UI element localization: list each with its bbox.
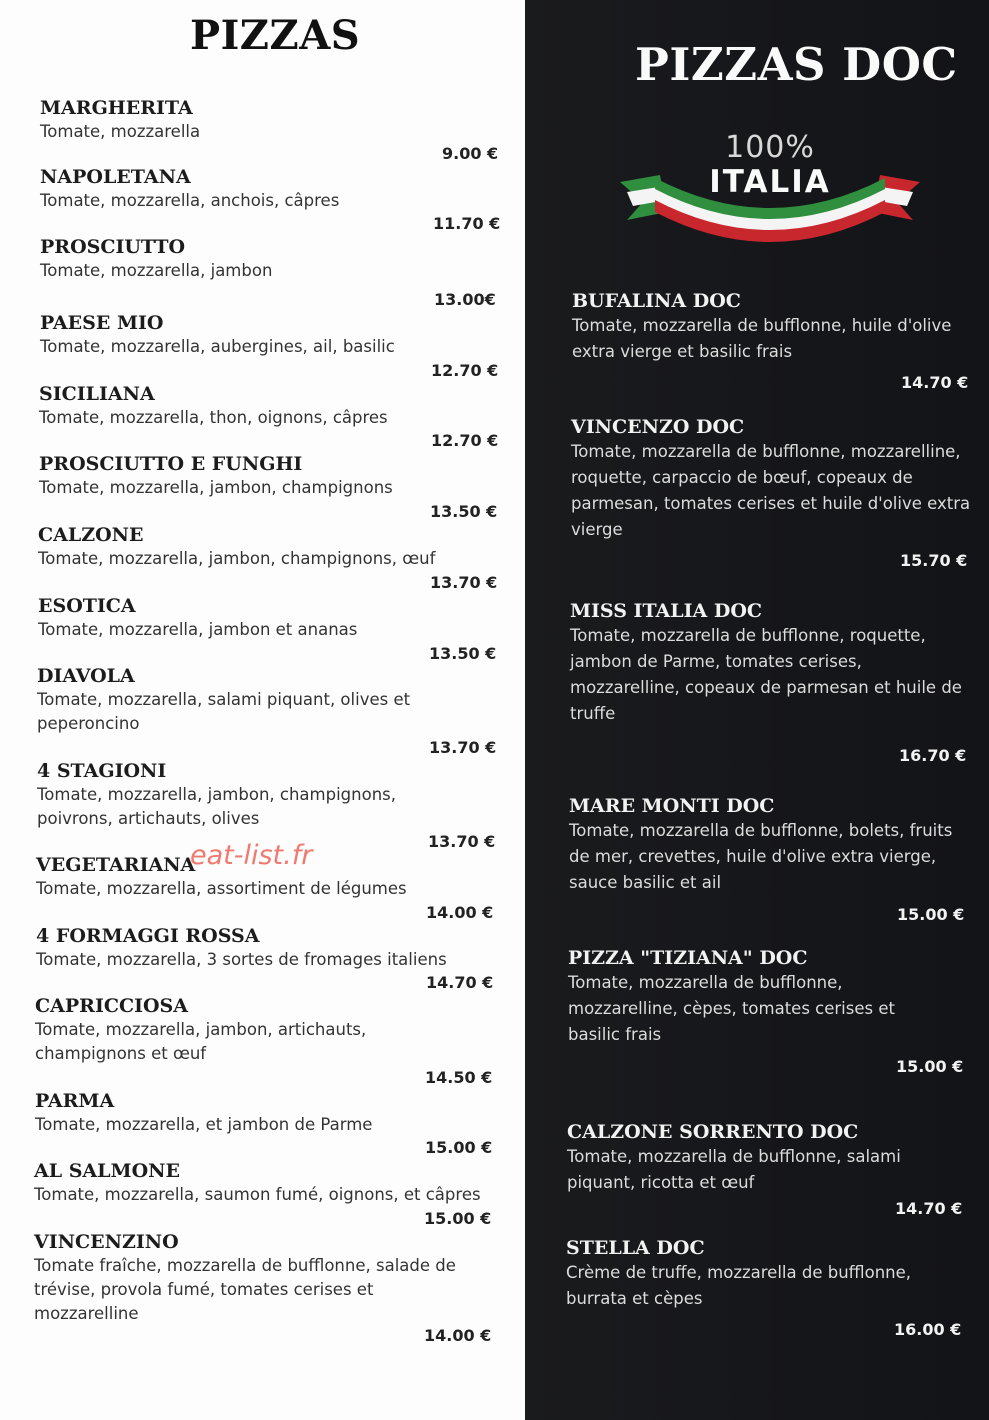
item-name: BUFALINA DOC — [572, 290, 741, 312]
item-name: CALZONE SORRENTO DOC — [567, 1121, 859, 1143]
menu-item — [39, 452, 499, 500]
menu-item — [38, 594, 498, 642]
item-desc: Tomate, mozzarella de bufflonne, salami piquant, ricotta et œuf — [567, 1147, 901, 1192]
item-name: SICILIANA — [39, 383, 155, 405]
menu-item — [570, 599, 975, 727]
pizzas-doc-title: PIZZAS DOC — [635, 38, 958, 91]
item-price: 14.00 € — [426, 903, 494, 922]
item-desc: Tomate, mozzarella, jambon, champignons, œuf — [38, 549, 436, 568]
item-name: VINCENZINO — [34, 1231, 179, 1253]
menu-item — [35, 994, 415, 1066]
menu-item — [40, 235, 500, 283]
menu-item — [37, 664, 457, 736]
menu-item — [35, 1089, 495, 1137]
item-desc: Crème de truffe, mozzarella de bufflonne, burrata et cèpes — [566, 1263, 912, 1308]
item-name: 4 STAGIONI — [37, 760, 167, 782]
item-price: 13.70 € — [429, 738, 497, 757]
item-name: DIAVOLA — [37, 665, 135, 687]
item-desc: Tomate, mozzarella, saumon fumé, oignons, et câpres — [34, 1185, 481, 1204]
item-desc: Tomate, mozzarella, 3 sortes de fromages italiens — [36, 950, 447, 969]
menu-item — [34, 1159, 494, 1207]
item-desc: Tomate, mozzarella de bufflonne, huile d'olive extra vierge et basilic frais — [572, 316, 952, 361]
item-price: 9.00 € — [442, 144, 499, 163]
menu-item — [571, 415, 971, 543]
badge-percent: 100% — [725, 130, 815, 165]
item-desc: Tomate, mozzarella de bufflonne, roquette, jambon de Parme, tomates cerises, mozzarelline, copeaux de parmesan et huile de truffe — [570, 626, 962, 723]
item-desc: Tomate, mozzarella, anchois, câpres — [40, 191, 340, 210]
item-price: 14.70 € — [895, 1199, 963, 1218]
item-price: 13.70 € — [428, 832, 496, 851]
menu-item — [572, 289, 952, 365]
item-price: 11.70 € — [433, 214, 501, 233]
item-name: VINCENZO DOC — [571, 416, 745, 438]
item-name: 4 FORMAGGI ROSSA — [36, 925, 260, 947]
menu-item — [37, 759, 437, 831]
item-desc: Tomate, mozzarella, jambon, artichauts, champignons et œuf — [35, 1020, 367, 1063]
item-desc: Tomate, mozzarella, jambon et ananas — [38, 620, 358, 639]
item-desc: Tomate, mozzarella — [40, 122, 201, 141]
item-desc: Tomate, mozzarella, assortiment de légumes — [36, 879, 407, 898]
item-name: STELLA DOC — [566, 1237, 705, 1259]
item-price: 15.00 € — [425, 1138, 493, 1157]
item-name: CALZONE — [38, 524, 144, 546]
item-price: 16.70 € — [899, 746, 967, 765]
italia-ribbon-badge — [615, 120, 925, 260]
menu-item — [40, 311, 500, 359]
watermark: eat-list.fr — [190, 840, 313, 871]
item-price: 14.50 € — [425, 1068, 493, 1087]
item-price: 15.00 € — [896, 1057, 964, 1076]
item-name: VEGETARIANA — [36, 854, 196, 876]
menu-item — [566, 1236, 966, 1312]
item-name: CAPRICCIOSA — [35, 995, 188, 1017]
item-desc: Tomate, mozzarella de bufflonne, mozzarelline, roquette, carpaccio de bœuf, copeaux de parmesan, tomates cerises et huile d'olive extra vierge — [571, 442, 971, 539]
item-price: 12.70 € — [431, 431, 499, 450]
menu-item — [38, 523, 498, 571]
item-name: MARE MONTI DOC — [569, 795, 775, 817]
item-desc: Tomate, mozzarella de bufflonne, mozzarelline, cèpes, tomates cerises et basilic frais — [568, 973, 895, 1044]
menu-item — [39, 382, 499, 430]
item-name: PARMA — [35, 1090, 115, 1112]
item-desc: Tomate, mozzarella, thon, oignons, câpres — [39, 408, 388, 427]
item-desc: Tomate fraîche, mozzarella de bufflonne, salade de trévise, provola fumé, tomates cerises et mozzarelline — [34, 1256, 456, 1323]
item-desc: Tomate, mozzarella de bufflonne, bolets, fruits de mer, crevettes, huile d'olive extra vierge, sauce basilic et ail — [569, 821, 953, 892]
item-price: 13.70 € — [430, 573, 498, 592]
item-price: 13.00€ — [434, 290, 496, 309]
item-desc: Tomate, mozzarella, jambon, champignons — [39, 478, 393, 497]
menu-item — [569, 794, 974, 896]
item-price: 15.00 € — [897, 905, 965, 924]
item-desc: Tomate, mozzarella, jambon, champignons, poivrons, artichauts, olives — [37, 785, 396, 828]
menu-item — [36, 924, 496, 972]
item-price: 14.00 € — [424, 1326, 492, 1345]
item-desc: Tomate, mozzarella, aubergines, ail, basilic — [40, 337, 395, 356]
menu-item — [40, 96, 500, 144]
badge-word: ITALIA — [709, 164, 831, 200]
item-name: NAPOLETANA — [40, 166, 191, 188]
item-price: 13.50 € — [429, 644, 497, 663]
item-name: PROSCIUTTO E FUNGHI — [39, 453, 303, 475]
pizzas-title: PIZZAS — [190, 12, 361, 59]
item-name: AL SALMONE — [34, 1160, 180, 1182]
menu-item — [568, 946, 948, 1048]
item-desc: Tomate, mozzarella, et jambon de Parme — [35, 1115, 373, 1134]
item-name: PIZZA "TIZIANA" DOC — [568, 947, 808, 969]
menu-item — [34, 1230, 474, 1326]
item-name: MISS ITALIA DOC — [570, 600, 763, 622]
item-price: 13.50 € — [430, 502, 498, 521]
item-name: MARGHERITA — [40, 97, 193, 119]
item-price: 15.00 € — [424, 1209, 492, 1228]
item-price: 16.00 € — [894, 1320, 962, 1339]
item-price: 15.70 € — [900, 551, 968, 570]
item-name: PAESE MIO — [40, 312, 164, 334]
item-name: PROSCIUTTO — [40, 236, 186, 258]
menu-item — [567, 1120, 957, 1196]
item-price: 12.70 € — [431, 361, 499, 380]
item-desc: Tomate, mozzarella, jambon — [40, 261, 273, 280]
item-desc: Tomate, mozzarella, salami piquant, olives et peperoncino — [37, 690, 411, 733]
menu-item — [40, 165, 500, 213]
item-name: ESOTICA — [38, 595, 136, 617]
pizzas-doc-column — [525, 0, 989, 1420]
item-price: 14.70 € — [426, 973, 494, 992]
item-price: 14.70 € — [901, 373, 969, 392]
